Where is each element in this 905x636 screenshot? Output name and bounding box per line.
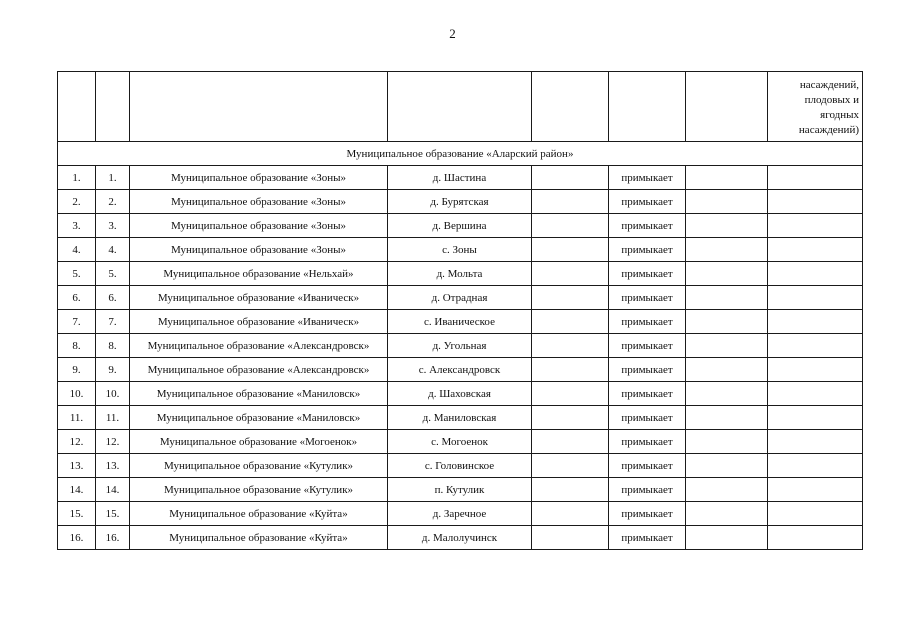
municipality-cell: Муниципальное образование «Иваническ» xyxy=(130,310,388,334)
empty-cell xyxy=(686,430,768,454)
empty-cell xyxy=(768,430,863,454)
empty-cell xyxy=(532,334,609,358)
status-cell: примыкает xyxy=(609,238,686,262)
subnumber-cell: 3. xyxy=(96,214,130,238)
empty-cell xyxy=(686,406,768,430)
header-cell xyxy=(130,72,388,142)
empty-cell xyxy=(768,238,863,262)
municipality-cell: Муниципальное образование «Маниловск» xyxy=(130,382,388,406)
row-number-cell: 5. xyxy=(58,262,96,286)
empty-cell xyxy=(686,502,768,526)
row-number-cell: 16. xyxy=(58,526,96,550)
status-cell: примыкает xyxy=(609,214,686,238)
settlement-cell: д. Маниловская xyxy=(388,406,532,430)
settlement-cell: с. Могоенок xyxy=(388,430,532,454)
table-row xyxy=(58,310,863,334)
table-row xyxy=(58,166,863,190)
empty-cell xyxy=(686,526,768,550)
status-cell: примыкает xyxy=(609,406,686,430)
municipality-cell: Муниципальное образование «Кутулик» xyxy=(130,478,388,502)
municipality-cell: Муниципальное образование «Александровск» xyxy=(130,334,388,358)
empty-cell xyxy=(532,526,609,550)
row-number-cell: 14. xyxy=(58,478,96,502)
status-cell: примыкает xyxy=(609,382,686,406)
subnumber-cell: 15. xyxy=(96,502,130,526)
table-row xyxy=(58,382,863,406)
status-cell: примыкает xyxy=(609,526,686,550)
status-cell: примыкает xyxy=(609,286,686,310)
table-row xyxy=(58,502,863,526)
header-last-column: насаждений, плодовых и ягодных насаждений) xyxy=(768,72,863,142)
subnumber-cell: 14. xyxy=(96,478,130,502)
settlement-cell: п. Кутулик xyxy=(388,478,532,502)
table-row xyxy=(58,430,863,454)
row-number-cell: 6. xyxy=(58,286,96,310)
row-number-cell: 10. xyxy=(58,382,96,406)
header-cell xyxy=(388,72,532,142)
subnumber-cell: 8. xyxy=(96,334,130,358)
subnumber-cell: 1. xyxy=(96,166,130,190)
empty-cell xyxy=(686,166,768,190)
municipality-cell: Муниципальное образование «Александровск» xyxy=(130,358,388,382)
settlements-table xyxy=(57,71,863,550)
header-cell xyxy=(686,72,768,142)
empty-cell xyxy=(768,382,863,406)
row-number-cell: 12. xyxy=(58,430,96,454)
empty-cell xyxy=(768,334,863,358)
empty-cell xyxy=(686,382,768,406)
empty-cell xyxy=(686,358,768,382)
status-cell: примыкает xyxy=(609,262,686,286)
settlement-cell: с. Головинское xyxy=(388,454,532,478)
empty-cell xyxy=(532,262,609,286)
municipality-cell: Муниципальное образование «Кутулик» xyxy=(130,454,388,478)
row-number-cell: 11. xyxy=(58,406,96,430)
status-cell: примыкает xyxy=(609,454,686,478)
table-row xyxy=(58,286,863,310)
empty-cell xyxy=(768,406,863,430)
empty-cell xyxy=(768,358,863,382)
municipality-cell: Муниципальное образование «Зоны» xyxy=(130,238,388,262)
table-row xyxy=(58,238,863,262)
municipality-cell: Муниципальное образование «Куйта» xyxy=(130,502,388,526)
empty-cell xyxy=(768,190,863,214)
row-number-cell: 3. xyxy=(58,214,96,238)
empty-cell xyxy=(686,262,768,286)
subnumber-cell: 6. xyxy=(96,286,130,310)
row-number-cell: 15. xyxy=(58,502,96,526)
empty-cell xyxy=(768,214,863,238)
settlement-cell: д. Шастина xyxy=(388,166,532,190)
municipality-cell: Муниципальное образование «Куйта» xyxy=(130,526,388,550)
municipality-cell: Муниципальное образование «Зоны» xyxy=(130,166,388,190)
empty-cell xyxy=(686,190,768,214)
empty-cell xyxy=(532,454,609,478)
row-number-cell: 4. xyxy=(58,238,96,262)
empty-cell xyxy=(532,478,609,502)
empty-cell xyxy=(532,502,609,526)
settlement-cell: д. Отрадная xyxy=(388,286,532,310)
row-number-cell: 1. xyxy=(58,166,96,190)
subnumber-cell: 2. xyxy=(96,190,130,214)
settlement-cell: д. Мольта xyxy=(388,262,532,286)
empty-cell xyxy=(532,430,609,454)
subnumber-cell: 7. xyxy=(96,310,130,334)
header-cell xyxy=(96,72,130,142)
table-row xyxy=(58,406,863,430)
subnumber-cell: 16. xyxy=(96,526,130,550)
row-number-cell: 7. xyxy=(58,310,96,334)
status-cell: примыкает xyxy=(609,310,686,334)
table-row xyxy=(58,262,863,286)
empty-cell xyxy=(532,358,609,382)
empty-cell xyxy=(532,286,609,310)
status-cell: примыкает xyxy=(609,430,686,454)
empty-cell xyxy=(686,334,768,358)
empty-cell xyxy=(686,214,768,238)
empty-cell xyxy=(768,502,863,526)
subnumber-cell: 9. xyxy=(96,358,130,382)
status-cell: примыкает xyxy=(609,334,686,358)
settlement-cell: д. Вершина xyxy=(388,214,532,238)
empty-cell xyxy=(532,166,609,190)
subnumber-cell: 13. xyxy=(96,454,130,478)
table-row xyxy=(58,214,863,238)
municipality-cell: Муниципальное образование «Могоенок» xyxy=(130,430,388,454)
status-cell: примыкает xyxy=(609,166,686,190)
status-cell: примыкает xyxy=(609,478,686,502)
section-row xyxy=(58,142,863,166)
table-row xyxy=(58,526,863,550)
empty-cell xyxy=(768,262,863,286)
settlement-cell: с. Зоны xyxy=(388,238,532,262)
settlement-cell: д. Малолучинск xyxy=(388,526,532,550)
page-number: 2 xyxy=(449,26,456,41)
empty-cell xyxy=(532,310,609,334)
empty-cell xyxy=(768,526,863,550)
table-header-row xyxy=(58,72,863,142)
empty-cell xyxy=(686,238,768,262)
municipality-cell: Муниципальное образование «Иваническ» xyxy=(130,286,388,310)
municipality-cell: Муниципальное образование «Маниловск» xyxy=(130,406,388,430)
empty-cell xyxy=(532,238,609,262)
settlement-cell: д. Заречное xyxy=(388,502,532,526)
subnumber-cell: 11. xyxy=(96,406,130,430)
empty-cell xyxy=(686,286,768,310)
empty-cell xyxy=(768,166,863,190)
table-row xyxy=(58,478,863,502)
status-cell: примыкает xyxy=(609,358,686,382)
row-number-cell: 8. xyxy=(58,334,96,358)
empty-cell xyxy=(686,310,768,334)
table-row xyxy=(58,454,863,478)
settlement-cell: с. Иваническое xyxy=(388,310,532,334)
settlement-cell: д. Бурятская xyxy=(388,190,532,214)
subnumber-cell: 4. xyxy=(96,238,130,262)
row-number-cell: 9. xyxy=(58,358,96,382)
status-cell: примыкает xyxy=(609,502,686,526)
empty-cell xyxy=(686,478,768,502)
table-body xyxy=(58,72,863,550)
empty-cell xyxy=(768,478,863,502)
empty-cell xyxy=(768,454,863,478)
empty-cell xyxy=(532,214,609,238)
header-cell xyxy=(609,72,686,142)
empty-cell xyxy=(532,382,609,406)
table-row xyxy=(58,334,863,358)
empty-cell xyxy=(532,190,609,214)
table-row xyxy=(58,190,863,214)
empty-cell xyxy=(768,286,863,310)
empty-cell xyxy=(768,310,863,334)
header-cell xyxy=(532,72,609,142)
municipality-cell: Муниципальное образование «Нельхай» xyxy=(130,262,388,286)
empty-cell xyxy=(532,406,609,430)
settlement-cell: д. Шаховская xyxy=(388,382,532,406)
subnumber-cell: 12. xyxy=(96,430,130,454)
settlement-cell: с. Александровск xyxy=(388,358,532,382)
subnumber-cell: 5. xyxy=(96,262,130,286)
status-cell: примыкает xyxy=(609,190,686,214)
row-number-cell: 2. xyxy=(58,190,96,214)
subnumber-cell: 10. xyxy=(96,382,130,406)
row-number-cell: 13. xyxy=(58,454,96,478)
municipality-cell: Муниципальное образование «Зоны» xyxy=(130,214,388,238)
header-cell xyxy=(58,72,96,142)
municipality-cell: Муниципальное образование «Зоны» xyxy=(130,190,388,214)
table-row xyxy=(58,358,863,382)
section-title: Муниципальное образование «Аларский район» xyxy=(58,142,863,166)
empty-cell xyxy=(686,454,768,478)
settlement-cell: д. Угольная xyxy=(388,334,532,358)
